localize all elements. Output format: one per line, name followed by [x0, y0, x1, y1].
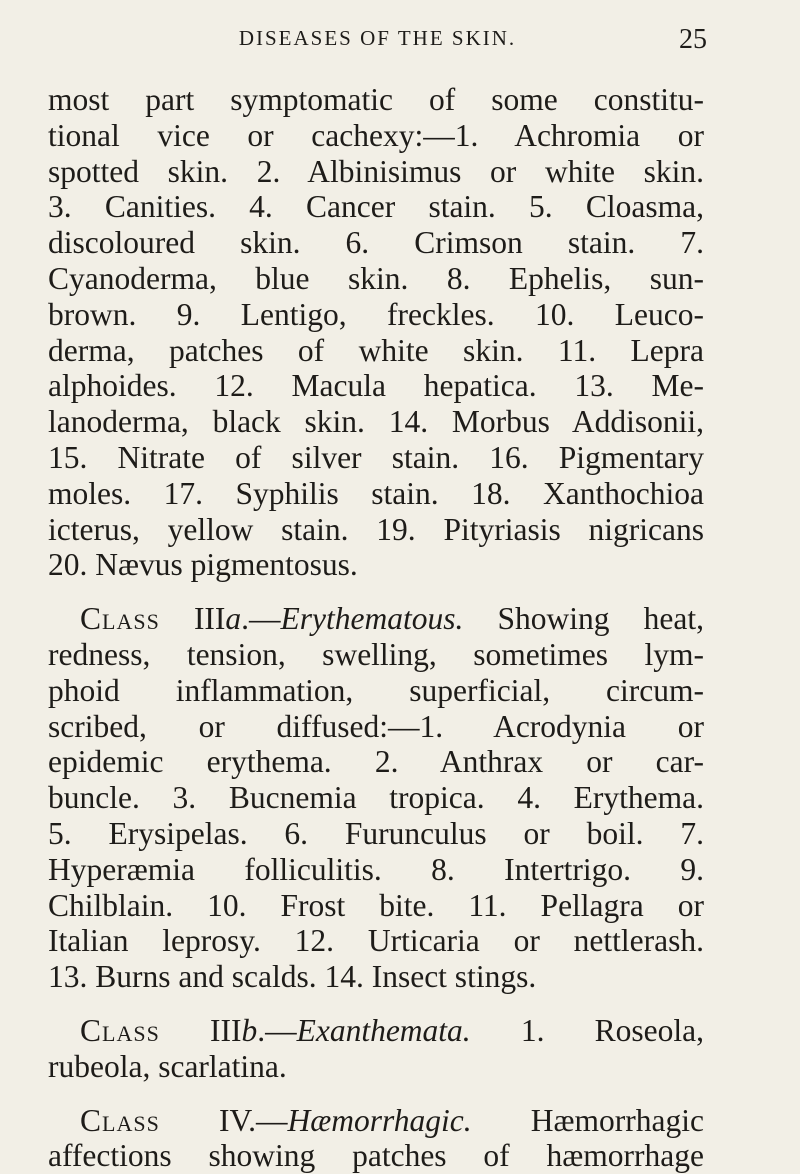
text-line: buncle. 3. Bucnemia tropica. 4. Erythema. — [48, 780, 704, 816]
text-line: 13. Burns and scalds. 14. Insect stings. — [48, 959, 537, 995]
text-line: alphoides. 12. Macula hepatica. 13. Me- — [48, 368, 704, 404]
running-head-title: DISEASES OF THE SKIN. — [238, 26, 517, 50]
class-title: Exanthemata. — [296, 1012, 471, 1048]
class-subdivision: b — [241, 1012, 258, 1048]
text-line: redness, tension, swelling, sometimes lym- — [48, 636, 704, 672]
paragraph-class-iv — [48, 1103, 704, 1174]
text-line: most part symptomatic of some constitu- — [48, 82, 704, 117]
class-dash: .— — [257, 1012, 297, 1048]
paragraph-gap — [48, 583, 704, 601]
text-line: moles. 17. Syphilis stain. 18. Xanthochioa — [48, 475, 704, 511]
class-heading-line — [48, 1103, 704, 1139]
paragraph-class-iiib — [48, 1013, 704, 1085]
paragraph-pigmentary-list — [48, 82, 704, 583]
class-number: III — [209, 1012, 242, 1048]
class-line-rest: Hæmorrhagic — [471, 1102, 704, 1138]
paragraph-gap — [48, 995, 704, 1013]
text-line: lanoderma, black skin. 14. Morbus Addisonii, — [48, 404, 704, 440]
text-line: tional vice or cachexy:—1. Achromia or — [48, 117, 704, 153]
class-dash: .— — [241, 601, 281, 637]
class-heading-line — [48, 601, 704, 637]
class-word: Class — [80, 1102, 160, 1138]
text-line: 20. Nævus pigmentosus. — [48, 547, 358, 583]
paragraph-gap — [48, 1085, 704, 1103]
text-line: 5. Erysipelas. 6. Furunculus or boil. 7. — [48, 815, 704, 851]
class-title: Erythematous. — [280, 601, 464, 637]
body-text — [48, 82, 704, 1174]
class-number: III — [193, 601, 226, 637]
text-line: spotted skin. 2. Albinisimus or white skin. — [48, 153, 704, 189]
class-number: IV — [218, 1102, 249, 1138]
running-head — [48, 24, 707, 60]
page-number: 25 — [679, 24, 707, 55]
text-line: Italian leprosy. 12. Urticaria or nettlerash. — [48, 923, 704, 959]
text-line: derma, patches of white skin. 11. Lepra — [48, 332, 704, 368]
text-line: Cyanoderma, blue skin. 8. Ephelis, sun- — [48, 260, 704, 296]
text-line: Hyperæmia folliculitis. 8. Intertrigo. 9. — [48, 851, 704, 887]
text-line: affections showing patches of hæmorrhage — [48, 1138, 704, 1174]
text-line: 3. Canities. 4. Cancer stain. 5. Cloasma, — [48, 189, 704, 225]
class-word: Class — [80, 1012, 160, 1048]
class-word: Class — [80, 601, 160, 637]
paragraph-class-iiia — [48, 601, 704, 995]
text-line: brown. 9. Lentigo, freckles. 10. Leuco- — [48, 296, 704, 332]
text-line: discoloured skin. 6. Crimson stain. 7. — [48, 225, 704, 261]
text-line: phoid inflammation, superficial, circum- — [48, 672, 704, 708]
class-title: Hæmorrhagic. — [287, 1102, 472, 1138]
text-line: 15. Nitrate of silver stain. 16. Pigmentary — [48, 439, 704, 475]
text-line: icterus, yellow stain. 19. Pityriasis nigricans — [48, 511, 704, 547]
text-line: epidemic erythema. 2. Anthrax or car- — [48, 744, 704, 780]
class-subdivision: a — [225, 601, 242, 637]
text-line: scribed, or diffused:—1. Acrodynia or — [48, 708, 704, 744]
class-heading-line — [48, 1013, 704, 1049]
text-line: Chilblain. 10. Frost bite. 11. Pellagra or — [48, 887, 704, 923]
text-line: rubeola, scarlatina. — [48, 1048, 287, 1084]
class-dash: .— — [248, 1102, 288, 1138]
class-line-rest: 1. Roseola, — [470, 1012, 705, 1048]
class-line-rest: Showing heat, — [463, 601, 705, 637]
